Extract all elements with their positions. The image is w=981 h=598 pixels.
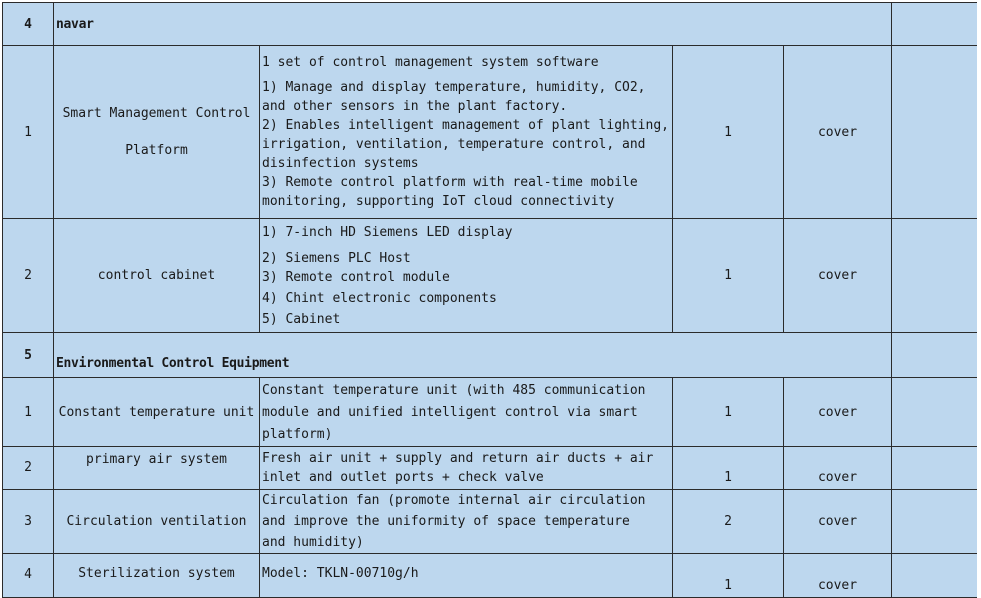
description-line: 1 set of control management system software (262, 55, 599, 70)
item-quantity: 1 (673, 219, 784, 333)
section-header-row (3, 3, 978, 46)
description-line: 3) Remote control platform with real-time mobile (262, 175, 638, 190)
description-line: monitoring, supporting IoT cloud connectivity (262, 194, 615, 209)
section-header-row (3, 333, 978, 378)
description-line: module and unified intelligent control via smart (262, 404, 638, 420)
item-unit: cover (784, 46, 892, 219)
item-quantity: 1 (673, 46, 784, 219)
row-number: 1 (3, 378, 54, 447)
item-unit: cover (784, 378, 892, 447)
description-line: Model: TKLN-00710g/h (262, 566, 419, 581)
description-line: inlet and outlet ports + check valve (262, 470, 544, 485)
section-title: navar (54, 3, 892, 46)
table-row (3, 219, 978, 333)
description-line: platform) (262, 426, 333, 442)
item-quantity: 2 (673, 490, 784, 554)
description-line: irrigation, ventilation, temperature control, and (262, 137, 646, 152)
description-line: and other sensors in the plant factory. (262, 99, 568, 114)
spare-column-cell (892, 447, 977, 490)
item-quantity: 1 (673, 554, 784, 598)
item-description (260, 447, 673, 490)
description-line: disinfection systems (262, 156, 419, 171)
item-name (54, 46, 260, 219)
description-line: and humidity) (262, 535, 364, 550)
equipment-table-sheet (2, 2, 977, 598)
section-title: Environmental Control Equipment (54, 333, 892, 378)
item-description (260, 46, 673, 219)
item-description (260, 554, 673, 598)
spare-column-cell (892, 490, 977, 554)
item-unit: cover (784, 447, 892, 490)
description-line: Fresh air unit + supply and return air ducts + air (262, 451, 654, 466)
description-line: and improve the uniformity of space temperature (262, 514, 630, 529)
description-line: 1) Manage and display temperature, humidity, CO2, (262, 80, 646, 95)
table-row (3, 490, 978, 554)
description-line: 1) 7-inch HD Siemens LED display (262, 224, 513, 240)
table-row (3, 46, 978, 219)
description-line: 2) Enables intelligent management of plant lighting, (262, 118, 669, 133)
spare-column-cell (892, 46, 977, 219)
description-line: Circulation fan (promote internal air circulation (262, 493, 646, 508)
row-number: 1 (3, 46, 54, 219)
spare-column-cell (892, 333, 977, 378)
section-number: 4 (3, 3, 54, 46)
table-row (3, 447, 978, 490)
spare-column-cell (892, 378, 977, 447)
table-row (3, 378, 978, 447)
item-unit: cover (784, 490, 892, 554)
item-name: Constant temperature unit (54, 378, 260, 447)
item-name-line: Platform (125, 143, 188, 158)
row-number: 2 (3, 219, 54, 333)
description-line: 4) Chint electronic components (262, 290, 497, 306)
equipment-table (2, 2, 977, 598)
item-name: control cabinet (54, 219, 260, 333)
description-line: Constant temperature unit (with 485 communication (262, 382, 646, 398)
item-name: Circulation ventilation (54, 490, 260, 554)
item-description (260, 219, 673, 333)
item-quantity: 1 (673, 378, 784, 447)
item-description (260, 378, 673, 447)
item-description (260, 490, 673, 554)
description-line: 2) Siemens PLC Host (262, 250, 411, 266)
spare-column-cell (892, 3, 977, 46)
table-row (3, 554, 978, 598)
item-name: primary air system (54, 447, 260, 490)
description-line: 3) Remote control module (262, 269, 450, 285)
item-unit: cover (784, 219, 892, 333)
item-quantity: 1 (673, 447, 784, 490)
row-number: 4 (3, 554, 54, 598)
item-name: Sterilization system (54, 554, 260, 598)
spare-column-cell (892, 219, 977, 333)
row-number: 2 (3, 447, 54, 490)
item-unit: cover (784, 554, 892, 598)
row-number: 3 (3, 490, 54, 554)
item-name-line: Smart Management Control (62, 106, 251, 121)
spare-column-cell (892, 554, 977, 598)
section-number: 5 (3, 333, 54, 378)
description-line: 5) Cabinet (262, 311, 341, 327)
